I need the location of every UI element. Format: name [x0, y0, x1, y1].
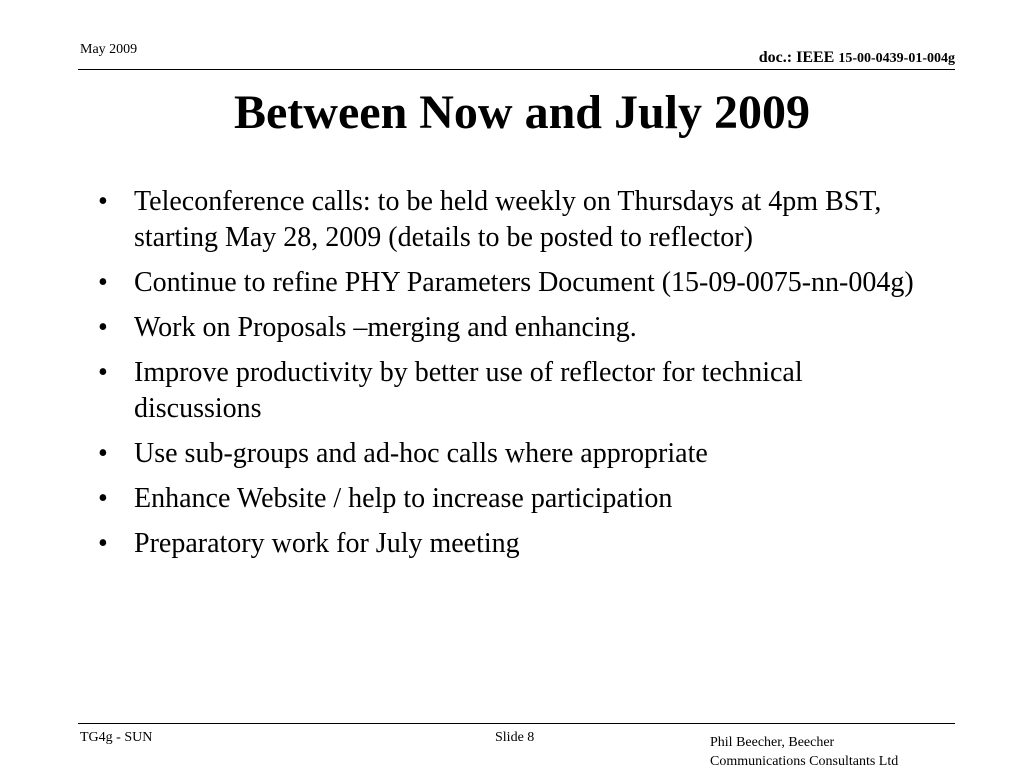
list-item — [98, 481, 918, 517]
list-item — [98, 526, 918, 562]
list-item-text: Work on Proposals –merging and enhancing. — [134, 312, 637, 343]
bullet-icon: • — [98, 312, 108, 343]
footer-group: TG4g - SUN — [80, 730, 153, 745]
footer-author — [710, 733, 1010, 768]
list-item-text: Improve productivity by better use of reflector for technical discussions — [134, 357, 803, 424]
bullet-list — [98, 184, 918, 571]
bullet-icon: • — [98, 267, 108, 298]
list-item — [98, 310, 918, 346]
list-item — [98, 355, 918, 427]
slide-title: Between Now and July 2009 — [233, 86, 811, 139]
list-item — [98, 436, 918, 472]
footer-author-line-1: Phil Beecher, Beecher — [710, 735, 835, 750]
list-item-text: Teleconference calls: to be held weekly on Thursdays at 4pm BST, starting May 28, 2009 (details to be posted to reflector) — [134, 186, 882, 253]
list-item — [98, 265, 918, 301]
list-item-text: Enhance Website / help to increase participation — [134, 483, 673, 514]
bullet-icon: • — [98, 438, 108, 469]
header-date: May 2009 — [80, 42, 138, 57]
list-item-text: Continue to refine PHY Parameters Document (15-09-0075-nn-004g) — [134, 267, 914, 298]
footer-slide-number: Slide 8 — [495, 730, 535, 745]
header-divider — [78, 69, 955, 70]
bullet-icon: • — [98, 186, 108, 217]
footer-author-line-2: Communications Consultants Ltd — [710, 754, 899, 768]
bullet-icon: • — [98, 483, 108, 514]
bullet-icon: • — [98, 357, 108, 388]
footer-divider — [78, 723, 955, 724]
list-item-text: Preparatory work for July meeting — [134, 528, 520, 559]
list-item-text: Use sub-groups and ad-hoc calls where appropriate — [134, 438, 708, 469]
doc-prefix: doc.: IEEE — [758, 49, 839, 66]
doc-number: 15-00-0439-01-004g — [838, 51, 955, 66]
list-item — [98, 184, 918, 256]
header-doc-id — [759, 48, 955, 69]
bullet-icon: • — [98, 528, 108, 559]
